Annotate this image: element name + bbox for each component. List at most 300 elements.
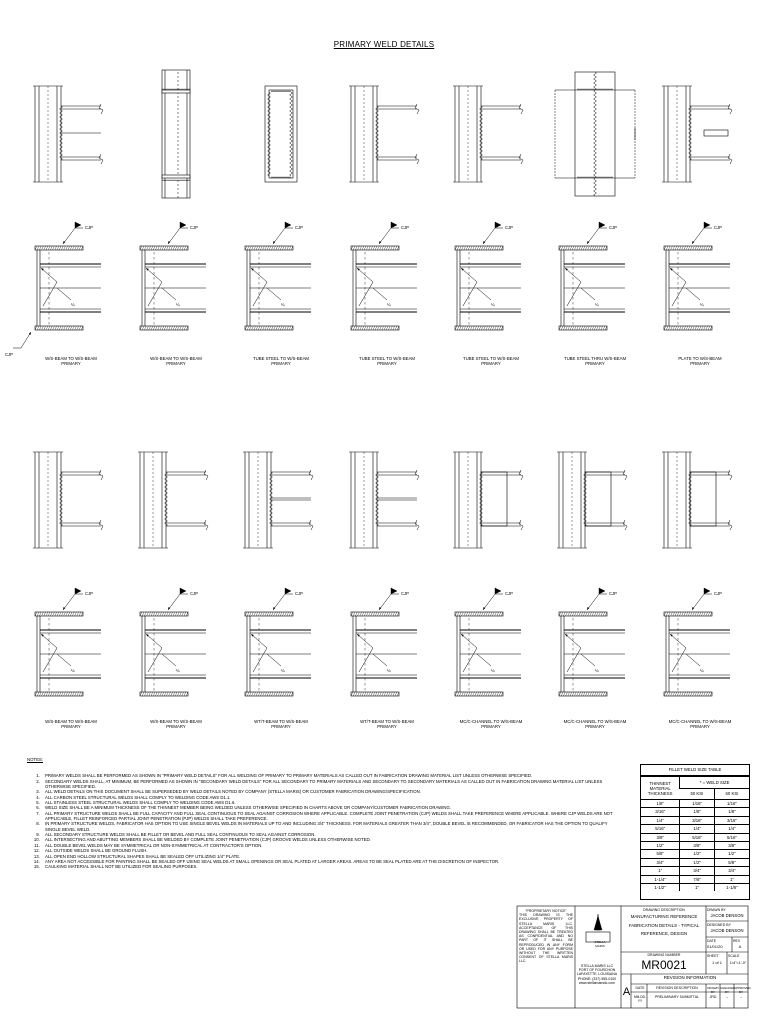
sheet-title: PRIMARY WELD DETAILS bbox=[333, 40, 435, 49]
drawing-text: ¼ bbox=[281, 668, 285, 673]
flange bbox=[559, 612, 607, 616]
detail-caption-sub: PRIMARY bbox=[377, 724, 397, 730]
fillet-col1-line: THICKNESS bbox=[647, 790, 673, 796]
fillet-table-cell: 1/16" bbox=[680, 800, 715, 808]
detail-caption bbox=[658, 356, 742, 366]
weld-leader bbox=[686, 288, 700, 300]
weld-flag bbox=[285, 222, 291, 228]
drawing-text: ¼ bbox=[700, 302, 704, 307]
weld-leader bbox=[273, 228, 293, 244]
weld-leader bbox=[57, 654, 71, 666]
company-line: PORT OF FOURCHON bbox=[578, 968, 616, 973]
fillet-col2-head: * = WELD SIZE bbox=[680, 777, 749, 789]
fillet-table-row bbox=[641, 816, 749, 824]
flange bbox=[245, 326, 293, 330]
drawing-text: CJP bbox=[295, 591, 303, 596]
fillet-table-cell: 1/2" bbox=[680, 858, 715, 866]
drawing-text: ¼ bbox=[700, 668, 704, 673]
weld-flag bbox=[75, 222, 81, 228]
break-line bbox=[415, 154, 419, 164]
detail-caption-sub: PRIMARY bbox=[271, 361, 291, 367]
detail-caption-sub: PRIMARY bbox=[585, 361, 605, 367]
detail-caption-title: TUBE STEEL TO W/S-BEAM bbox=[358, 356, 416, 361]
drawing-text: CJP bbox=[401, 225, 409, 230]
detail-caption bbox=[553, 719, 637, 729]
channel bbox=[481, 472, 507, 526]
revision-letter: A bbox=[622, 986, 631, 998]
weld-leader bbox=[373, 654, 387, 666]
detail-caption-title: WT/T-BEAM TO W/S-BEAM bbox=[360, 719, 414, 724]
detail-caption-sub: PRIMARY bbox=[271, 724, 291, 730]
fillet-table-row bbox=[641, 841, 749, 849]
section-detail bbox=[664, 222, 730, 330]
section-detail bbox=[245, 588, 311, 696]
break-line bbox=[415, 520, 419, 530]
rev-label: REV bbox=[733, 939, 741, 943]
weld-bead bbox=[162, 180, 190, 181]
section-detail bbox=[5, 222, 101, 357]
drawing-text: ¼ bbox=[176, 668, 180, 673]
detail-caption-title: TUBE STEEL TO W/S-BEAM bbox=[462, 356, 520, 361]
detail-caption-title: W/S-BEAM TO W/S-BEAM bbox=[45, 356, 97, 361]
fillet-table-cell: 5/8" bbox=[714, 858, 749, 866]
flange bbox=[351, 692, 399, 696]
rev-row-date: MM-DD-YY bbox=[633, 995, 647, 1004]
fillet-table-cell: 5/16" bbox=[714, 833, 749, 841]
fillet-table-cell: 1" bbox=[641, 867, 680, 875]
weld-leader bbox=[477, 654, 491, 666]
rev-col-approved: APPROVED BY bbox=[734, 986, 751, 995]
rev-value: A bbox=[738, 944, 742, 949]
fillet-table-cell: 1/4" bbox=[641, 816, 680, 824]
break-line bbox=[99, 520, 103, 530]
date-label: DATE bbox=[707, 939, 717, 943]
fillet-table-cell: 1-1/8" bbox=[714, 883, 749, 891]
drawing-text: CJP bbox=[190, 225, 198, 230]
plate bbox=[704, 130, 728, 136]
note-item: 15. CAULKING MATERIAL SHALL NOT BE UTILIZED FOR SEALING PURPOSES. bbox=[41, 864, 623, 869]
weld-leader bbox=[168, 228, 188, 244]
weld-flag bbox=[391, 588, 397, 594]
detail-caption-title: W/S-BEAM TO W/S-BEAM bbox=[150, 356, 202, 361]
company-logo-text: STELLA MARIS bbox=[594, 940, 606, 949]
fillet-table-cell: 3/8" bbox=[641, 833, 680, 841]
detail-caption bbox=[29, 356, 113, 366]
section-detail bbox=[140, 222, 206, 330]
fillet-col1-line: MATERIAL bbox=[649, 785, 671, 791]
detail-caption-sub: PRIMARY bbox=[690, 724, 710, 730]
weld-leader bbox=[63, 594, 83, 610]
section-views bbox=[5, 222, 730, 696]
elevation-detail bbox=[162, 70, 190, 198]
drawing-text: CJP bbox=[85, 591, 93, 596]
description-line: REFERENCE, DESIGN bbox=[640, 931, 688, 937]
description-line: MANUFACTURING REFERENCE bbox=[630, 914, 698, 919]
detail-caption bbox=[239, 719, 323, 729]
drawing-text: ¼ bbox=[387, 668, 391, 673]
detail-caption bbox=[29, 719, 113, 729]
detail-caption-sub: PRIMARY bbox=[166, 724, 186, 730]
tube-inner bbox=[269, 90, 293, 178]
designed-label: DESIGNED BY bbox=[707, 923, 731, 927]
detail-caption-sub: PRIMARY bbox=[61, 724, 81, 730]
flange bbox=[140, 612, 188, 616]
fillet-table-cell: 1/8" bbox=[641, 800, 680, 808]
notes-heading: NOTES: bbox=[27, 757, 43, 762]
fillet-table-cell: 3/16" bbox=[641, 808, 680, 816]
fillet-table-cell: 1-1/4" bbox=[641, 875, 680, 883]
flange bbox=[664, 612, 712, 616]
company-line: PHONE: (337) 555-0100 bbox=[577, 976, 617, 981]
elevation-detail bbox=[557, 452, 627, 548]
detail-caption bbox=[345, 356, 429, 366]
drawing-text: CJP bbox=[190, 591, 198, 596]
channel bbox=[690, 472, 716, 526]
note-item: 6. WELD SIZE SHALL BE A MINIMUM THICKNESS OF THE THINNEST MEMBER BEING WELDED UNLESS OTHERWISE SPECIFIED IN CHARTS ABOVE OR COMPANY/CUSTOMER FABRICATION DRAWING. bbox=[41, 805, 623, 810]
flange bbox=[455, 612, 503, 616]
weld-flag bbox=[599, 588, 605, 594]
flange bbox=[245, 692, 293, 696]
proprietary-notice bbox=[519, 909, 573, 1005]
note-item: 8. IN PRIMARY STRUCTURE WELDS, FABRICATOR HAS OPTION TO USE SINGLE BEVEL WELDS IN MATERIALS UP TO AND INCLUDING 3/4" THICKNESS. FOR MATERIALS GREATER THAN 3/4", DOUBLE BEVEL IS RECOMMENDED, OR FABRICATOR HAS THE OPTION TO QUALIFY SINGLE BEVEL WELD. bbox=[41, 821, 623, 832]
weld-leader bbox=[13, 332, 31, 348]
scale-value: 1/4"=1'-0" bbox=[729, 961, 747, 965]
fillet-table-cell: 3/4" bbox=[680, 867, 715, 875]
fillet-table-cell: 3/4" bbox=[641, 858, 680, 866]
break-line bbox=[623, 520, 627, 530]
fillet-table-cell: 3/8" bbox=[714, 841, 749, 849]
detail-caption bbox=[449, 719, 533, 729]
drawing-text: CJP bbox=[609, 225, 617, 230]
fillet-table-cell: 1/8" bbox=[680, 808, 715, 816]
rev-row-desc: PRELIMINARY SUBMITTAL bbox=[655, 995, 699, 999]
weld-flag bbox=[285, 588, 291, 594]
flange bbox=[351, 246, 399, 250]
elevation-detail bbox=[349, 86, 419, 182]
fillet-table-cell: 3/16" bbox=[680, 816, 715, 824]
fillet-table-row bbox=[641, 800, 749, 808]
flange bbox=[35, 326, 83, 330]
break-line bbox=[519, 520, 523, 530]
rev-col-drawn: DRAWN BY bbox=[707, 986, 719, 995]
company-line: STELLA MARIS LLC bbox=[580, 964, 614, 968]
prop-title: "PROPRIETARY NOTICE" bbox=[525, 909, 567, 913]
section-detail bbox=[559, 588, 625, 696]
flange bbox=[140, 692, 188, 696]
weld-bead bbox=[290, 92, 293, 176]
arrowhead bbox=[29, 332, 31, 335]
fillet-table-cell: 5/16" bbox=[641, 825, 680, 833]
company-line: LAFAYETTE, LOUISIANA bbox=[576, 972, 618, 977]
detail-caption bbox=[239, 356, 323, 366]
fillet-table-cell: 1-1/2" bbox=[641, 883, 680, 891]
rev-col-date: DATE bbox=[635, 986, 645, 990]
weld-leader bbox=[373, 288, 387, 300]
note-item: 10. ALL INTERSECTING AND ABUTTING MEMBERS SHALL BE WELDED BY COMPLETE JOINT PENETRATION (CJP) GROOVE WELDS UNLESS OTHERWISE NOTED. bbox=[41, 837, 623, 842]
fillet-table-cell: 1/16" bbox=[714, 800, 749, 808]
desc-label: DRAWING DESCRIPTION bbox=[643, 908, 685, 912]
detail-caption-title: WT/T-BEAM TO W/S-BEAM bbox=[254, 719, 308, 724]
weld-leader bbox=[267, 288, 281, 300]
drawing-text: ¼ bbox=[281, 302, 285, 307]
flange bbox=[559, 246, 607, 250]
fillet-col2b: 60 KSI bbox=[714, 788, 749, 800]
section-detail bbox=[351, 588, 417, 696]
drawing-text: CJP bbox=[401, 591, 409, 596]
section-detail bbox=[245, 222, 311, 330]
flange bbox=[559, 692, 607, 696]
weld-leader bbox=[587, 594, 607, 610]
flange bbox=[664, 692, 712, 696]
detail-caption-sub: PRIMARY bbox=[585, 724, 605, 730]
weld-leader bbox=[587, 228, 607, 244]
detail-caption-title: PLATE TO W/S-BEAM bbox=[678, 356, 722, 361]
rev-col-checked: CHECKED BY bbox=[720, 986, 735, 995]
weld-flag bbox=[180, 222, 186, 228]
weld-bead bbox=[594, 72, 597, 196]
detail-caption-title: MC/C-CHANNEL TO W/S-BEAM bbox=[459, 719, 523, 724]
detail-caption-sub: PRIMARY bbox=[377, 361, 397, 367]
detail-caption-title: MC/C-CHANNEL TO W/S-BEAM bbox=[563, 719, 627, 724]
drawing-text: ¼ bbox=[71, 668, 75, 673]
flange bbox=[35, 246, 83, 250]
weld-flag bbox=[391, 222, 397, 228]
fillet-weld-size-table bbox=[640, 764, 750, 900]
flange bbox=[245, 246, 293, 250]
drawing-text: ¼ bbox=[176, 302, 180, 307]
detail-caption-title: W/S-BEAM TO W/S-BEAM bbox=[150, 719, 202, 724]
rev-row-drawn: JRD bbox=[709, 995, 717, 999]
detail-caption bbox=[134, 356, 218, 366]
flange bbox=[351, 612, 399, 616]
drawing-text: CJP bbox=[609, 591, 617, 596]
drawing-text: CJP bbox=[714, 225, 722, 230]
drawing-text: CJP bbox=[714, 591, 722, 596]
notes-section bbox=[27, 757, 623, 870]
flange bbox=[664, 246, 712, 250]
fillet-table-cell: 1/8" bbox=[714, 808, 749, 816]
detail-caption-sub: PRIMARY bbox=[690, 361, 710, 367]
fillet-table-row bbox=[641, 808, 749, 816]
detail-caption bbox=[134, 719, 218, 729]
company-line: www.stellamarisllc.com bbox=[579, 980, 615, 985]
elevation-detail bbox=[662, 452, 732, 548]
company-info bbox=[576, 964, 618, 985]
break-line bbox=[728, 154, 732, 164]
weld-leader bbox=[686, 654, 700, 666]
break-line bbox=[519, 154, 523, 164]
fillet-col1-line: THINNEST bbox=[649, 780, 671, 786]
fillet-table-cell: 5/8" bbox=[641, 850, 680, 858]
fillet-table-cell: 1/2" bbox=[680, 850, 715, 858]
drawing-text: ¼ bbox=[387, 302, 391, 307]
fillet-table-cell: 3/16" bbox=[714, 816, 749, 824]
elevation-detail bbox=[453, 452, 523, 548]
drawn-by: JACOB DENSON bbox=[710, 913, 744, 918]
fillet-table-cell: 1" bbox=[714, 875, 749, 883]
drawing-text: ¼ bbox=[595, 668, 599, 673]
fillet-table-row bbox=[641, 850, 749, 858]
flange bbox=[455, 692, 503, 696]
weld-leader bbox=[581, 654, 595, 666]
elevation-detail bbox=[265, 86, 297, 182]
weld-leader bbox=[483, 228, 503, 244]
note-item: 7. ALL PRIMARY STRUCTURE WELDS SHALL BE FULL CAPACITY AND FULL SEAL CONTINUOUS TO SEAL AGAINST CORROSION WHERE APPLICABLE. COMPLETE JOINT PENETRATION (CJP) WELDS SHALL TAKE PREFERENCE WHERE APPLICABLE. WHERE CJP WELDS ARE NOT APPLICABLE, FILLET REINFORCED PARTIAL JOINT PENETRATION (PJP) WELDS SHALL TAKE PREFERENCE. bbox=[41, 811, 623, 822]
weld-leader bbox=[168, 594, 188, 610]
detail-caption-sub: PRIMARY bbox=[166, 361, 186, 367]
weld-leader bbox=[379, 594, 399, 610]
section-detail bbox=[35, 588, 101, 696]
break-line bbox=[309, 520, 313, 530]
designed-by: JACOB DENSON bbox=[710, 928, 744, 933]
weld-leader bbox=[63, 228, 83, 244]
drawing-text: CJP bbox=[5, 352, 13, 357]
column-outline bbox=[162, 70, 190, 198]
fillet-table-cell: 3/8" bbox=[680, 841, 715, 849]
section-detail bbox=[351, 222, 417, 330]
detail-caption-sub: PRIMARY bbox=[481, 724, 501, 730]
weld-leader bbox=[162, 654, 176, 666]
drawn-label: DRAWN BY bbox=[707, 908, 726, 912]
weld-leader bbox=[692, 228, 712, 244]
fillet-table-cell: 1/4" bbox=[714, 825, 749, 833]
weld-flag bbox=[599, 222, 605, 228]
elevation-detail bbox=[243, 452, 313, 548]
flange bbox=[351, 326, 399, 330]
fillet-table-row bbox=[641, 833, 749, 841]
flange bbox=[455, 326, 503, 330]
weld-flag bbox=[704, 222, 710, 228]
fillet-table-cell: 1/2" bbox=[641, 841, 680, 849]
elevation-detail bbox=[662, 86, 732, 182]
note-item: 12. ALL OUTSIDE WELDS SHALL BE GROUND FLUSH. bbox=[41, 848, 623, 853]
weld-leader bbox=[483, 594, 503, 610]
fillet-table-title: FILLET WELD SIZE TABLE bbox=[641, 765, 749, 776]
weld-leader bbox=[477, 288, 491, 300]
weld-leader bbox=[692, 594, 712, 610]
weld-flag bbox=[180, 588, 186, 594]
detail-caption-title: W/S-BEAM TO W/S-BEAM bbox=[45, 719, 97, 724]
prop-text: THIS DRAWING IS THE EXCLUSIVE PROPERTY OF STELLA MARIS LLC. ACCEPTANCE OF THIS DRAWING SHALL BE TREATED AS CONFIDENTIAL AND NO PART OF IT SHALL BE REPRODUCED IN ANY FORM OR USED FOR ANY PURPOSE WITHOUT THE WRITTEN CONSENT OF STELLA MARIS LLC. bbox=[519, 913, 573, 964]
fillet-table-cell: 1/2" bbox=[714, 850, 749, 858]
break-line bbox=[728, 520, 732, 530]
scale-label: SCALE bbox=[728, 954, 740, 958]
flange bbox=[162, 90, 190, 93]
drawing-text: ¼ bbox=[595, 302, 599, 307]
weld-leader bbox=[57, 288, 71, 300]
detail-caption-title: TUBE STEEL TO W/S-BEAM bbox=[252, 356, 310, 361]
fillet-table-row bbox=[641, 875, 749, 883]
note-item: 9. ALL SECONDARY STRUCTURE WELDS SHALL BE FILLET OR BEVEL AND FULL SEAL CONTINUOUS TO SEAL AGAINST CORROSION. bbox=[41, 832, 623, 837]
sheet-label: SHEET bbox=[707, 954, 719, 958]
flange bbox=[140, 326, 188, 330]
flange bbox=[35, 612, 83, 616]
weld-bead bbox=[162, 89, 190, 90]
elevation-detail bbox=[349, 452, 419, 548]
fillet-table-cell: 1/4" bbox=[680, 825, 715, 833]
note-item: 3. ALL WELD DETAILS ON THIS DOCUMENT SHALL BE SUPERSEDED BY WELD DETAILS NOTED BY COMPANY (STELLA MARIS) OR CUSTOMER FABRICATION DRAWING/SPECIFICATION. bbox=[41, 789, 623, 794]
elevation-detail bbox=[555, 72, 635, 196]
note-item: 11. ALL DOUBLE BEVEL WELDS MAY BE SYMMETRICAL OR NON-SYMMETRICAL AT CONTRACTOR'S OPTION. bbox=[41, 843, 623, 848]
rev-row-approved: -- bbox=[739, 995, 743, 999]
detail-caption bbox=[553, 356, 637, 366]
weld-leader bbox=[273, 594, 293, 610]
drawing-text: ¼ bbox=[491, 668, 495, 673]
section-detail bbox=[664, 588, 730, 696]
flange bbox=[455, 246, 503, 250]
fillet-table-row bbox=[641, 867, 749, 875]
weld-flag bbox=[75, 588, 81, 594]
elevation-detail bbox=[138, 452, 208, 548]
section-detail bbox=[559, 222, 625, 330]
weld-leader bbox=[267, 654, 281, 666]
flange bbox=[664, 326, 712, 330]
drawing-text: CJP bbox=[85, 225, 93, 230]
date-value: 01/01/20 bbox=[707, 944, 723, 949]
break-line bbox=[204, 520, 208, 530]
flange bbox=[559, 326, 607, 330]
note-item: 4. ALL CARBON STEEL STRUCTURAL WELDS SHALL COMPLY TO WELDING CODE AWS D1.1. bbox=[41, 795, 623, 800]
section-detail bbox=[140, 588, 206, 696]
drawing-number: MR0021 bbox=[641, 958, 687, 972]
weld-leader bbox=[379, 228, 399, 244]
company-logo bbox=[594, 914, 602, 930]
fillet-col2a: 50 KSI bbox=[680, 788, 715, 800]
rev-col-desc: REVISION DESCRIPTION bbox=[656, 986, 698, 990]
sheet-of: 1 of 1 bbox=[711, 960, 722, 965]
note-item: 13. ALL OPEN END HOLLOW STRUCTURAL SHAPES SHALL BE SEALED OFF UTILIZING 1/4" PLATE. bbox=[41, 854, 623, 859]
drawing-text: CJP bbox=[505, 225, 513, 230]
detail-caption-title: MC/C-CHANNEL TO W/S-BEAM bbox=[668, 719, 732, 724]
flange bbox=[35, 692, 83, 696]
flange bbox=[245, 612, 293, 616]
break-line bbox=[99, 154, 103, 164]
fillet-table-cell: 5/16" bbox=[680, 833, 715, 841]
elevation-detail bbox=[453, 86, 523, 182]
fillet-table-row bbox=[641, 858, 749, 866]
fillet-table-cell: 3/4" bbox=[714, 867, 749, 875]
note-item: 5. ALL STAINLESS STEEL STRUCTURAL WELDS SHALL COMPLY TO WELDING CODE AWS D1.6. bbox=[41, 800, 623, 805]
detail-caption-sub: PRIMARY bbox=[61, 361, 81, 367]
weld-leader bbox=[581, 288, 595, 300]
drawing-text: CJP bbox=[505, 591, 513, 596]
flange bbox=[162, 175, 190, 178]
detail-caption-sub: PRIMARY bbox=[481, 361, 501, 367]
note-item: 2. SECONDARY WELDS SHALL, AT MINIMUM, BE PERFORMED AS SHOWN IN "SECONDARY WELD DETAILS" FOR ALL SECONDARY TO PRIMARY MATERIALS AND SECONDARY TO SECONDARY MATERIALS AS CALLED OUT IN FABRICATION DRAWING MATERIAL LIST UNLESS OTHERWISE SPECIFIED. bbox=[41, 779, 623, 790]
drawing-number-label: DRAWING NUMBER bbox=[647, 953, 681, 957]
rev-row-checked: -- bbox=[725, 995, 729, 999]
fillet-table-cell: 7/8" bbox=[680, 875, 715, 883]
detail-caption bbox=[449, 356, 533, 366]
detail-caption-title: TUBE STEEL THRU W/S-BEAM bbox=[563, 356, 627, 361]
weld-bead bbox=[271, 91, 291, 92]
drawing-text: CJP bbox=[295, 225, 303, 230]
detail-caption bbox=[345, 719, 429, 729]
section-detail bbox=[455, 222, 521, 330]
drawing-description bbox=[622, 913, 706, 939]
description-line: FABRICATION DETAILS - TYPICAL bbox=[628, 922, 700, 928]
fillet-table-cell: 1" bbox=[680, 883, 715, 891]
note-item: 14. ANY AREA NOT ACCESSIBLE FOR PAINTING SHALL BE SEALED OFF USING SEAL WELDS AT SMALL OPENINGS OR SEAL PLATED AT LARGER AREAS. AREAS TO BE SEAL PLATED ARE AT THE DISCRETION OF INSPECTOR. bbox=[41, 859, 623, 864]
section-detail bbox=[455, 588, 521, 696]
flange bbox=[140, 246, 188, 250]
elevation-detail bbox=[33, 452, 103, 548]
detail-caption bbox=[658, 719, 742, 729]
weld-leader bbox=[162, 288, 176, 300]
fillet-table-row bbox=[641, 825, 749, 833]
fillet-table-row bbox=[641, 883, 749, 891]
weld-flag bbox=[495, 222, 501, 228]
